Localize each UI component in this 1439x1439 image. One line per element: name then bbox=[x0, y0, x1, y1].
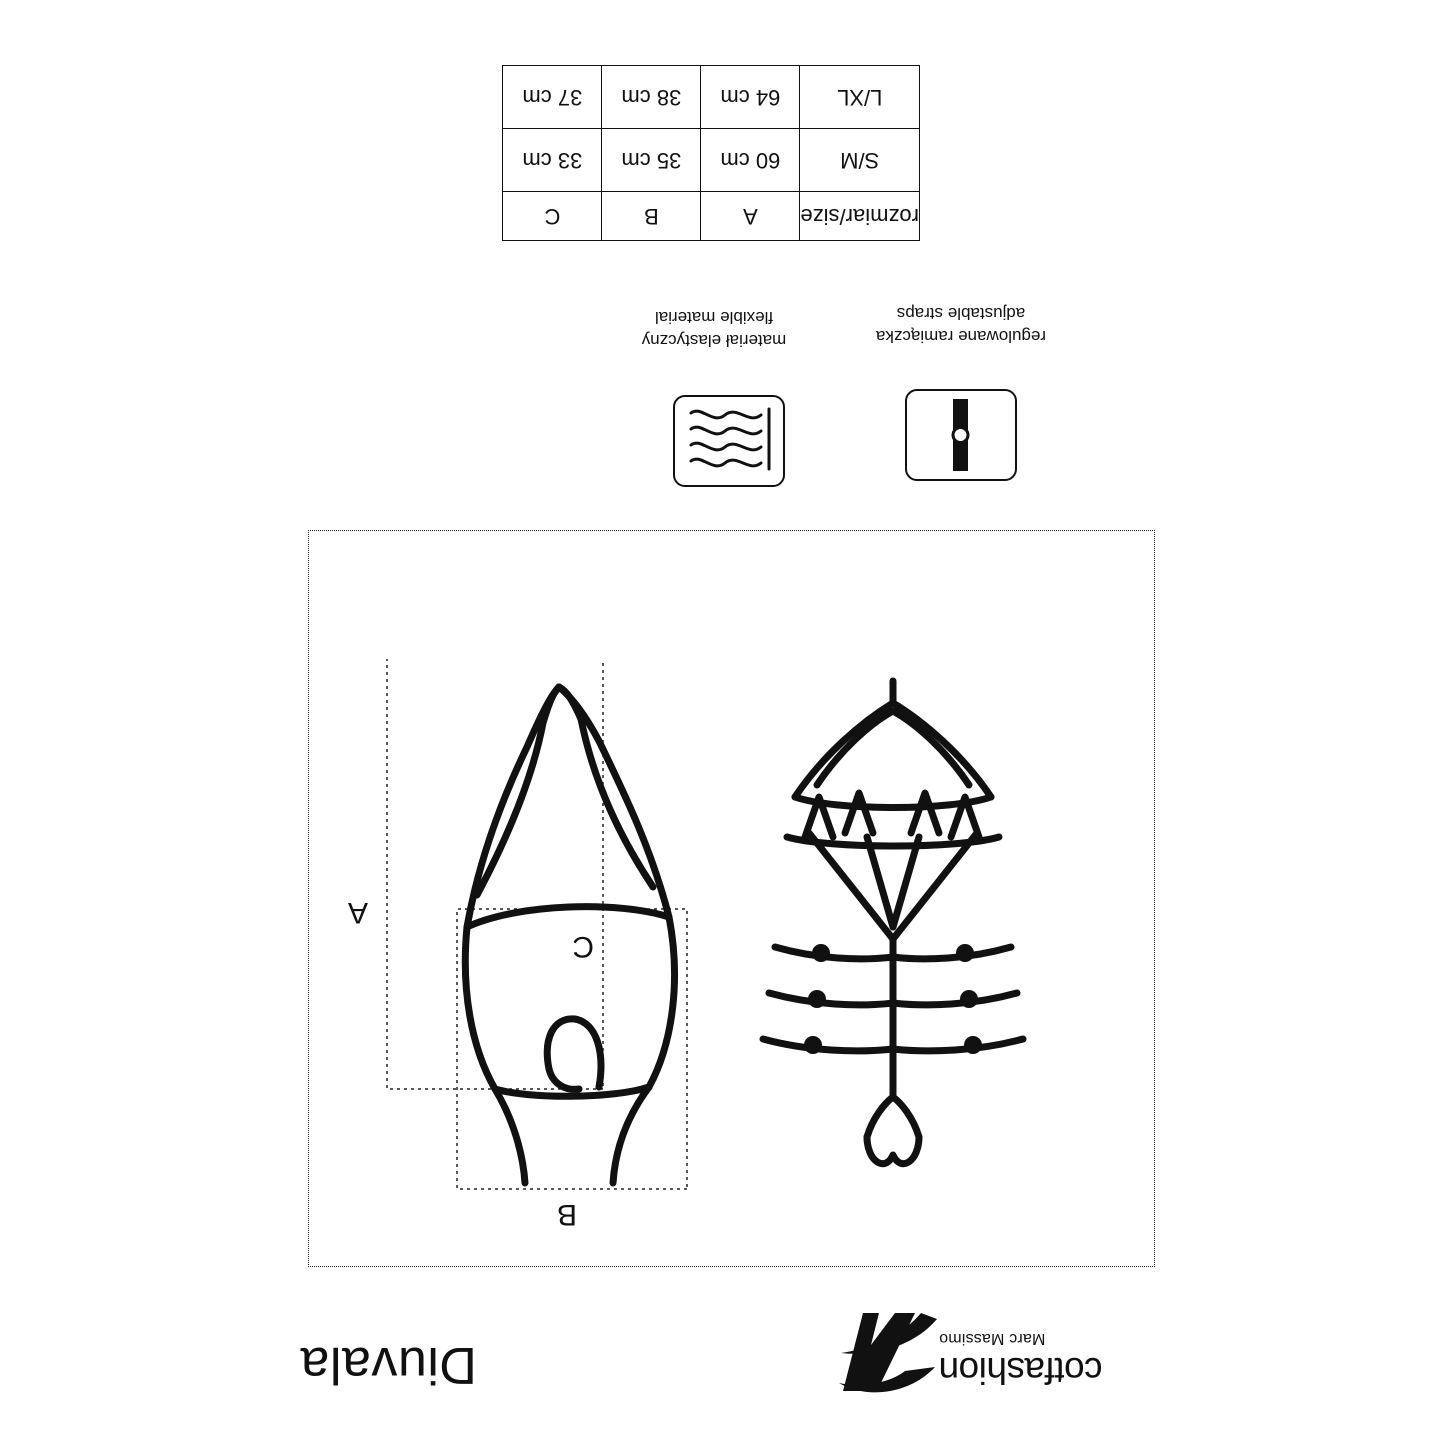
size-table bbox=[502, 65, 920, 241]
row-sm-size: S/M bbox=[800, 129, 920, 192]
table-row bbox=[503, 129, 920, 192]
table-header-size: rozmiar/size bbox=[800, 192, 920, 241]
dimension-label-a: A bbox=[347, 896, 368, 929]
harness-back-illustration bbox=[719, 669, 1069, 1189]
row-sm-b: 35 cm bbox=[602, 129, 701, 192]
table-row bbox=[503, 66, 920, 129]
dimension-label-c: C bbox=[572, 930, 594, 963]
adjustable-straps-caption bbox=[841, 301, 1081, 347]
dimension-label-b: B bbox=[556, 1198, 577, 1231]
brand-swoosh-a-icon bbox=[831, 1311, 939, 1397]
flexible-material-caption-en: flexible material bbox=[654, 308, 774, 328]
table-header-a: A bbox=[701, 192, 800, 241]
row-lxl-size: L/XL bbox=[800, 66, 920, 129]
adjustable-straps-caption-en: adjustable straps bbox=[896, 304, 1026, 324]
row-sm-a: 60 cm bbox=[701, 129, 800, 192]
adjustable-straps-caption-pl: regulowane ramiączka bbox=[875, 327, 1047, 346]
table-header-b: B bbox=[602, 192, 701, 241]
brand-subtitle: Marc Massimo bbox=[939, 1330, 1046, 1347]
adjustable-straps-icon bbox=[905, 389, 1017, 481]
row-lxl-b: 38 cm bbox=[602, 66, 701, 129]
brand-text bbox=[939, 1330, 1161, 1389]
table-header-row bbox=[503, 192, 920, 241]
flexible-material-caption bbox=[619, 305, 809, 351]
row-sm-c: 33 cm bbox=[503, 129, 602, 192]
flexible-material-caption-pl: materiał elastyczny bbox=[641, 331, 787, 350]
product-title: Diuvala bbox=[300, 1336, 477, 1394]
brand-name: cotfashion bbox=[939, 1350, 1103, 1391]
row-lxl-c: 37 cm bbox=[503, 66, 602, 129]
table-header-c: C bbox=[503, 192, 602, 241]
row-lxl-a: 64 cm bbox=[701, 66, 800, 129]
bodysuit-front-illustration bbox=[309, 659, 709, 1239]
flexible-material-icon bbox=[673, 395, 785, 487]
brand-logo bbox=[831, 1307, 1161, 1397]
